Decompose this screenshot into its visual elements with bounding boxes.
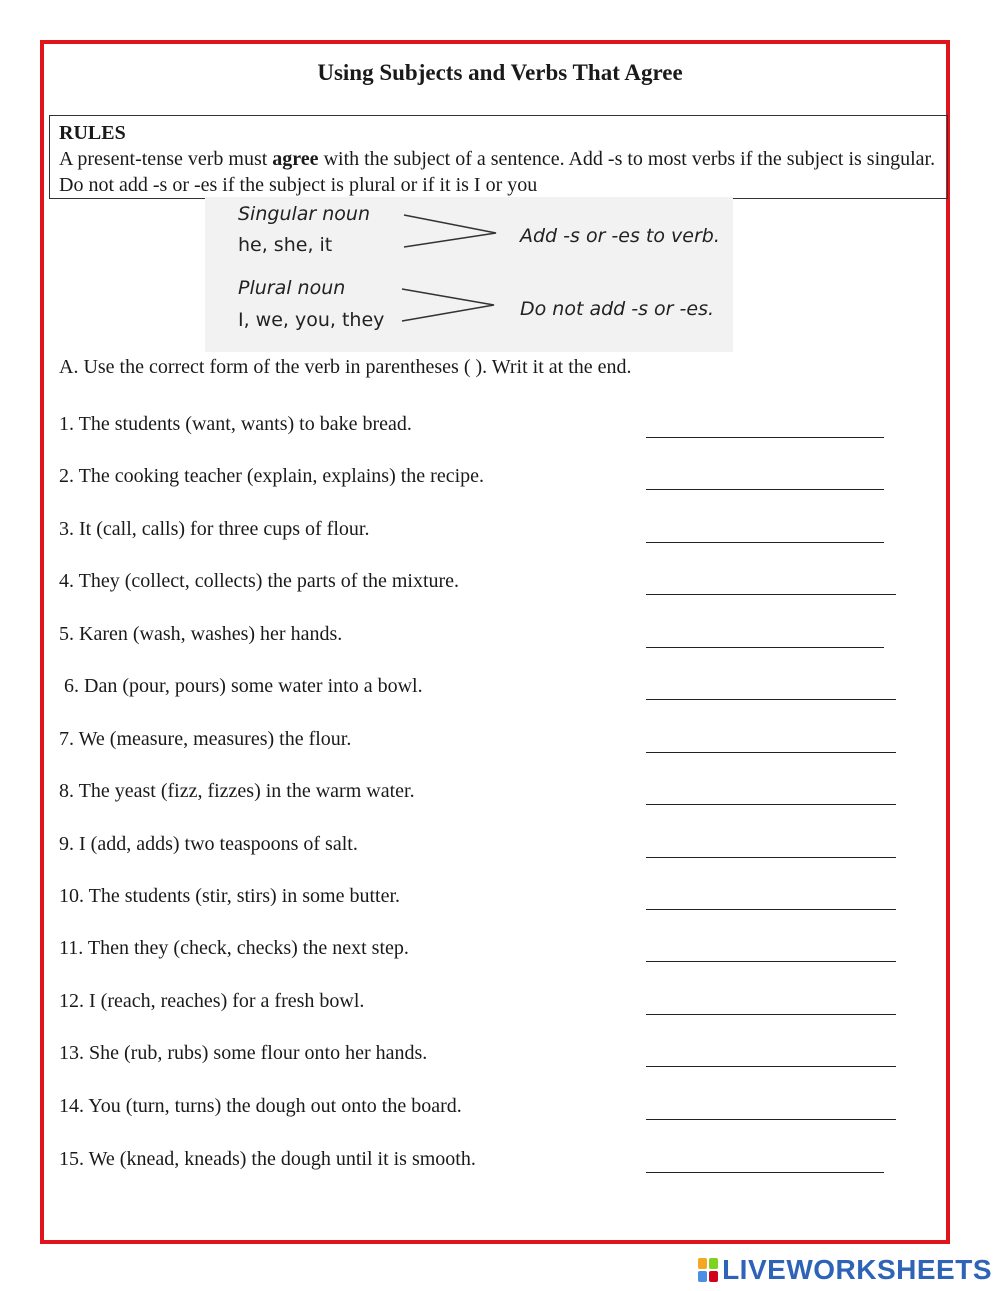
question-text: 10. The students (stir, stirs) in some butter. (59, 885, 401, 907)
worksheet-title: Using Subjects and Verbs That Agree (317, 60, 683, 85)
exercise-item-2 (59, 465, 919, 495)
answer-blank[interactable] (646, 1066, 896, 1067)
question-text: 13. She (rub, rubs) some flour onto her hands. (59, 1042, 428, 1064)
question-text: 15. We (knead, kneads) the dough until it is smooth. (59, 1148, 476, 1170)
logo-text: LIVEWORKSHEETS (722, 1254, 992, 1285)
question-text: 2. The cooking teacher (explain, explains) the recipe. (59, 465, 485, 487)
answer-blank[interactable] (646, 1172, 884, 1173)
answer-blank[interactable] (646, 961, 896, 962)
rules-text-end: with the subject of a sentence. Add -s to most verbs if the subject is singular. Do not add -s or -es if the subject is plural or if it is I or you (59, 148, 936, 196)
question-text: 8. The yeast (fizz, fizzes) in the warm water. (59, 780, 415, 802)
answer-blank[interactable] (646, 752, 896, 753)
exercise-item-3 (59, 518, 919, 548)
singular-pronouns: he, she, it (238, 234, 333, 256)
exercise-item-9 (59, 833, 919, 863)
exercise-item-10 (59, 885, 919, 915)
answer-blank[interactable] (646, 699, 896, 700)
agreement-diagram (205, 197, 733, 352)
singular-arrow-icon (402, 211, 502, 251)
answer-blank[interactable] (646, 1119, 896, 1120)
question-text: 1. The students (want, wants) to bake bread. (59, 413, 412, 435)
answer-blank[interactable] (646, 1014, 896, 1015)
plural-rule: Do not add -s or -es. (520, 298, 715, 320)
answer-blank[interactable] (646, 437, 884, 438)
question-text: 6. Dan (pour, pours) some water into a bowl. (59, 675, 423, 697)
exercise-item-14 (59, 1095, 919, 1125)
plural-noun-label: Plural noun (238, 277, 346, 299)
exercise-item-8 (59, 780, 919, 810)
exercise-item-7 (59, 728, 919, 758)
answer-blank[interactable] (646, 857, 896, 858)
question-text: 11. Then they (check, checks) the next step. (59, 937, 409, 959)
answer-blank[interactable] (646, 542, 884, 543)
answer-blank[interactable] (646, 909, 896, 910)
question-text: 12. I (reach, reaches) for a fresh bowl. (59, 990, 365, 1012)
plural-pronouns: I, we, you, they (238, 309, 385, 331)
liveworksheets-logo (698, 1254, 992, 1286)
question-text: 9. I (add, adds) two teaspoons of salt. (59, 833, 358, 855)
question-text: 3. It (call, calls) for three cups of flour. (59, 518, 370, 540)
answer-blank[interactable] (646, 804, 896, 805)
singular-noun-label: Singular noun (238, 203, 371, 225)
answer-blank[interactable] (646, 594, 896, 595)
plural-arrow-icon (400, 285, 500, 325)
singular-rule: Add -s or -es to verb. (520, 225, 720, 247)
exercise-item-4 (59, 570, 919, 600)
question-text: 14. You (turn, turns) the dough out onto the board. (59, 1095, 462, 1117)
rules-text-start: A present-tense verb must (59, 148, 273, 170)
answer-blank[interactable] (646, 647, 884, 648)
exercise-item-11 (59, 937, 919, 967)
rules-bold-word: agree (272, 148, 319, 170)
question-text: 4. They (collect, collects) the parts of the mixture. (59, 570, 460, 592)
logo-blocks-icon (698, 1258, 718, 1282)
exercise-item-1 (59, 413, 919, 443)
exercise-item-13 (59, 1042, 919, 1072)
rules-heading: RULES (59, 122, 126, 144)
exercise-item-6 (59, 675, 919, 705)
answer-blank[interactable] (646, 489, 884, 490)
exercise-item-5 (59, 623, 919, 653)
exercise-item-12 (59, 990, 919, 1020)
question-text: 7. We (measure, measures) the flour. (59, 728, 352, 750)
question-text: 5. Karen (wash, washes) her hands. (59, 623, 343, 645)
rules-box (49, 115, 948, 199)
exercise-instruction: A. Use the correct form of the verb in parentheses ( ). Writ it at the end. (59, 356, 632, 378)
exercise-item-15 (59, 1148, 919, 1178)
